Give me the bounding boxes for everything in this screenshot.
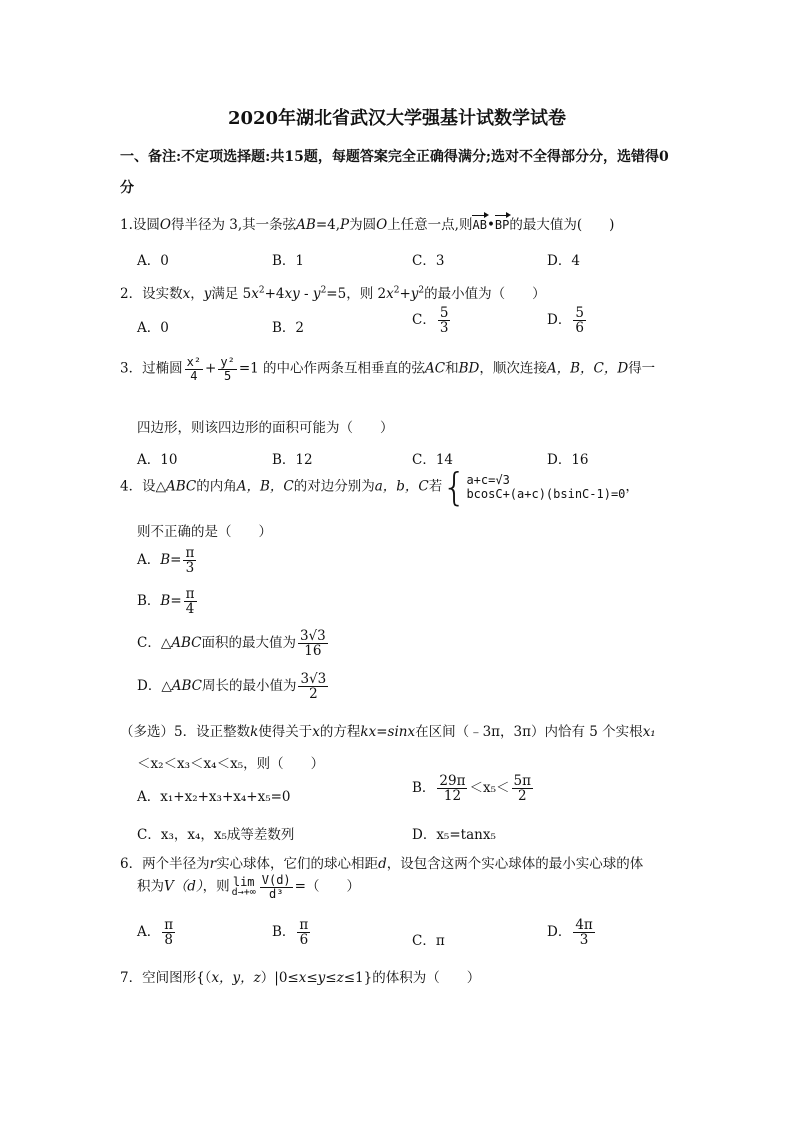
q7-text: ）|0≤ [260, 970, 299, 986]
q2-text: ， [190, 286, 204, 302]
q5-option-b [412, 774, 535, 803]
q5-var: x₁ [642, 724, 656, 740]
fraction-denominator: d³ [268, 886, 284, 901]
q1-var: AB [296, 217, 316, 233]
equation-2: bcosC+(a+c)(bsinC-1)=0 [466, 487, 626, 501]
q4-text: 周长的最小值为 [201, 678, 297, 695]
q6-option-d [547, 918, 597, 947]
q6-var: V（d） [164, 878, 203, 895]
q6-text: 积为 [137, 878, 164, 895]
q4-text: 4．设△ [120, 478, 166, 495]
q4-option-c-label: C．△ [137, 635, 172, 652]
q6-option-a [137, 918, 177, 947]
q6-text: ，则 [202, 878, 230, 895]
q2-option-d [547, 306, 588, 335]
fraction-denominator: 3 [439, 320, 449, 337]
q1-text: 1.设圆 [120, 217, 160, 233]
q4-option-c [137, 629, 330, 658]
page-title: 2020年湖北省武汉大学强基计试数学试卷 [227, 108, 567, 129]
q4-var: ABC [165, 478, 197, 495]
q2-exp: 2 [258, 285, 265, 296]
fraction-numerator: y² [220, 355, 235, 369]
q6-text: 实心球体，它们的球心相距 [216, 856, 379, 872]
q4-text: 面积的最大值为 [201, 635, 296, 652]
q3-var: BD [458, 360, 480, 377]
q6-var: r [209, 856, 217, 872]
q5-var: kx=sinx [360, 724, 416, 740]
q2-var: y [312, 286, 321, 302]
q6-text: ，设包含这两个实心球体的最小实心球的体 [386, 856, 644, 872]
fraction-numerator: 3√3 [300, 671, 327, 687]
q7-var: x≤y≤z [298, 970, 344, 986]
q4-var: B [160, 552, 171, 569]
q6-text: =（ ） [294, 878, 360, 895]
q2-exp: 2 [320, 285, 327, 296]
q2-var: x [251, 286, 259, 302]
q1-option-a: A．0 [137, 253, 169, 269]
q3-option-c: C．14 [412, 452, 454, 468]
q4-option-a [137, 546, 198, 575]
q2-var: xy [284, 286, 300, 302]
q3-var: A，B，C，D [546, 360, 629, 377]
question-4 [120, 465, 639, 509]
fraction-denominator: 4 [190, 368, 198, 383]
fraction-numerator: 5 [575, 305, 584, 321]
q5-option-d: D．x₅=tanx₅ [412, 827, 496, 843]
section-heading-cont: 分 [120, 180, 134, 196]
q1-var: O [159, 217, 171, 233]
fraction-denominator: 8 [164, 932, 173, 949]
q3-option-d: D．16 [547, 452, 589, 468]
system-brace: { [442, 465, 467, 509]
q3-text: + [205, 360, 217, 377]
q2-text: 2．设实数 [120, 286, 183, 302]
equation-system [466, 473, 625, 501]
q7-var: x，y，z [211, 970, 261, 986]
q6-option-b [272, 918, 312, 947]
q5-text: 在区间（﹣3π，3π）内恰有 5 个实根 [415, 724, 643, 740]
q1-option-d: D．4 [547, 253, 580, 269]
q1-text: 为圆 [349, 217, 377, 233]
q7-text: 7．空间图形{（ [120, 970, 212, 986]
q4-var: ABC [171, 635, 202, 652]
fraction-denominator: 3 [579, 932, 589, 949]
q2-var: x [182, 286, 191, 302]
q4-text: ， [625, 478, 639, 495]
fraction-numerator: 29π [439, 773, 466, 789]
q4-var: a，b，C [374, 478, 429, 495]
question-5-cont: ＜x₂＜x₃＜x₄＜x₅，则（ ） [137, 756, 325, 772]
q2-text: +4 [264, 286, 285, 302]
question-6 [120, 852, 643, 872]
q6-var: d [378, 856, 387, 872]
q2-text: + [399, 286, 411, 302]
question-2 [120, 282, 546, 302]
question-7 [120, 966, 480, 986]
question-5 [120, 720, 656, 740]
q4-option-d-label: D．△ [137, 678, 172, 695]
q4-option-d [137, 672, 330, 701]
q2-text: 满足 5 [211, 286, 252, 302]
q3-var: AC [425, 360, 446, 377]
fraction-denominator: 6 [299, 932, 309, 949]
q5-text: ＜x₅＜ [469, 780, 510, 797]
q2-option-c-label: C． [412, 312, 436, 329]
question-1 [120, 213, 614, 233]
q3-text: 3．过椭圆 [120, 360, 183, 377]
q7-text: ≤1}的体积为（ ） [343, 970, 481, 986]
equals-sign: = [170, 552, 182, 569]
q2-var: y [203, 286, 212, 302]
q5-text: 使得关于 [258, 724, 313, 740]
q4-var: A，B，C [236, 478, 294, 495]
q6-option-d-label: D． [547, 924, 572, 941]
q4-text: 的内角 [196, 478, 237, 495]
fraction-numerator: 4π [575, 917, 593, 933]
q2-option-b: B．2 [272, 320, 305, 336]
q2-text: - [299, 286, 313, 302]
q4-option-a-label: A． [137, 552, 161, 569]
q1-var: O [376, 217, 388, 233]
section-heading: 一、备注:不定项选择题:共15题，每题答案完全正确得满分;选对不全得部分分，选错得0 [120, 149, 669, 165]
q2-option-d-label: D． [547, 312, 572, 329]
q2-var: y [410, 286, 419, 302]
fraction-numerator: x² [186, 355, 202, 369]
fraction-numerator: π [299, 917, 309, 933]
q2-exp: 2 [393, 285, 400, 296]
q2-exp: 2 [418, 285, 425, 296]
q6-option-a-label: A． [137, 924, 161, 941]
fraction-denominator: 3 [185, 560, 195, 577]
q1-option-c: C．3 [412, 253, 445, 269]
q2-option-a: A．0 [137, 320, 169, 336]
q1-text: =4, [315, 217, 341, 233]
dot-product: • [486, 217, 495, 233]
fraction-denominator: 16 [304, 643, 322, 660]
q4-text: 的对边分别为 [293, 478, 375, 495]
q5-option-a: A．x₁+x₂+x₃+x₄+x₅=0 [137, 789, 291, 805]
q4-text: 若 [428, 478, 443, 495]
limit-subscript: d→+∞ [231, 887, 256, 899]
vector-bp: BP [494, 218, 510, 232]
q1-var: P [340, 217, 350, 233]
vector-ab: AB [472, 218, 487, 232]
limit-operator: lim [232, 874, 255, 889]
fraction-denominator: 4 [185, 601, 195, 618]
q1-text: 的最大值为( ) [509, 217, 615, 233]
q5-option-c: C．x₃，x₄，x₅成等差数列 [137, 827, 295, 843]
q6-text: 6．两个半径为 [120, 856, 210, 872]
fraction-denominator: 2 [309, 686, 318, 703]
equation-1: a+c=√3 [466, 473, 510, 487]
q4-option-b [137, 587, 199, 616]
q3-text: 和 [445, 360, 459, 377]
q1-option-b: B．1 [272, 253, 305, 269]
q6-option-b-label: B． [272, 924, 296, 941]
fraction-denominator: 6 [575, 320, 584, 337]
fraction-numerator: 3√3 [299, 628, 326, 644]
fraction-numerator: 5π [513, 773, 531, 789]
q2-text: 的最小值为（ ） [424, 286, 546, 302]
q5-option-b-label: B． [412, 780, 436, 797]
q3-option-b: B．12 [272, 452, 313, 468]
question-3 [120, 356, 655, 382]
fraction-numerator: 5 [439, 305, 449, 321]
q2-text: =5，则 2 [326, 286, 387, 302]
question-3-cont: 四边形，则该四边形的面积可能为（ ） [137, 420, 394, 436]
q3-text: 得一 [628, 360, 656, 377]
fraction-denominator: 5 [223, 368, 232, 383]
q2-var: x [386, 286, 394, 302]
question-6-cont [137, 874, 360, 900]
q5-var: k [250, 724, 259, 740]
q5-var: x [312, 724, 320, 740]
q2-option-c [412, 306, 452, 335]
q1-text: 得半径为 3,其一条弦 [170, 217, 297, 233]
fraction-numerator: π [185, 545, 195, 561]
q3-text: =1 的中心作两条互相垂直的弦 [238, 360, 426, 377]
equals-sign: = [170, 593, 182, 610]
q1-text: 上任意一点,则 [387, 217, 473, 233]
fraction-denominator: 2 [517, 788, 527, 805]
q3-text: ，顺次连接 [479, 360, 547, 377]
q4-var: ABC [171, 678, 202, 695]
q6-option-c: C．π [412, 933, 445, 949]
fraction-numerator: π [164, 917, 174, 933]
fraction-denominator: 12 [443, 788, 462, 805]
q4-option-b-label: B． [137, 593, 161, 610]
q5-text: 的方程 [319, 724, 361, 740]
q4-var: B [160, 593, 171, 610]
fraction-numerator: V(d) [261, 873, 291, 887]
q5-text: （多选）5．设正整数 [120, 724, 251, 740]
q3-option-a: A．10 [137, 452, 178, 468]
fraction-numerator: π [185, 586, 195, 602]
question-4-cont: 则不正确的是（ ） [137, 524, 272, 540]
